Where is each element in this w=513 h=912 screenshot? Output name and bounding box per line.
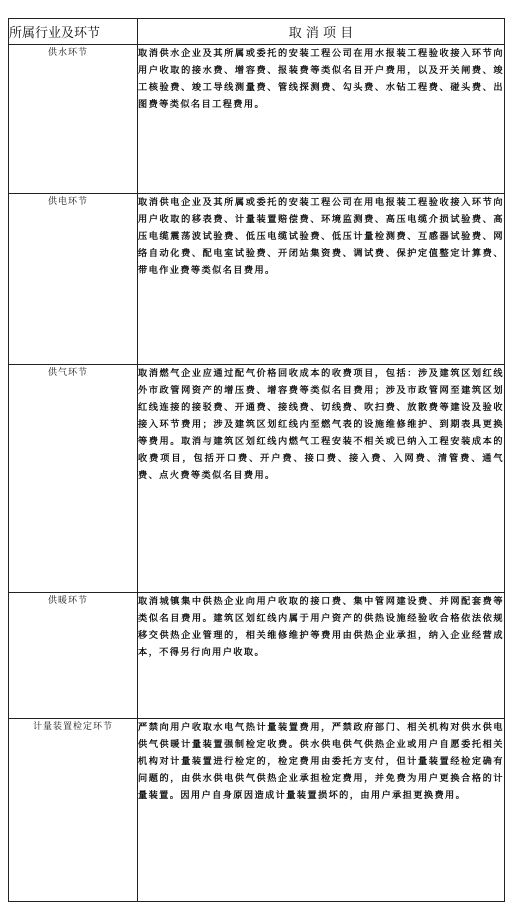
header-item: 取 消 项 目 bbox=[138, 19, 505, 45]
sector-cell bbox=[9, 194, 138, 365]
table-row bbox=[9, 194, 505, 365]
sector-label: 供暖环节 bbox=[47, 596, 88, 606]
sector-label: 供电环节 bbox=[47, 197, 88, 207]
table-row bbox=[9, 365, 505, 593]
sector-cell bbox=[9, 719, 138, 902]
table-row bbox=[9, 45, 505, 194]
sector-cell bbox=[9, 593, 138, 719]
description-cell: 取消燃气企业应通过配气价格回收成本的收费项目，包括：涉及建筑区划红线外市政管网资产的增压费、增容费等类似名目费用；涉及市政管网至建筑区划红线连接的接驳费、开通费、接线费、切线费、吹扫费、放散费等建设及验收接入环节费用；涉及建筑区划红线内至燃气表的设施维修维护、到期表具更换等费用。取消与建筑区划红线内燃气工程安装不相关或已纳入工程安装成本的收费项目，包括开口费、开户费、接口费、接入费、入网费、清管费、通气费、点火费等类似名目费用。 bbox=[138, 365, 505, 593]
description-cell: 严禁向用户收取水电气热计量装置费用，严禁政府部门、相关机构对供水供电供气供暖计量装置强制检定收费。供水供电供气供热企业或用户自愿委托相关机构对计量装置进行检定的，检定费用由委托方支付，但计量装置经检定确有问题的，由供水供电供气供热企业承担检定费用，并免费为用户更换合格的计量装置。因用户自身原因造成计量装置损坏的，由用户承担更换费用。 bbox=[138, 719, 505, 902]
header-sector: 所属行业及环节 bbox=[9, 19, 138, 45]
table-row bbox=[9, 719, 505, 902]
table-header-row bbox=[9, 19, 505, 45]
sector-label: 供气环节 bbox=[47, 368, 88, 378]
sector-label: 供水环节 bbox=[47, 48, 88, 58]
table-row bbox=[9, 593, 505, 719]
sector-label: 计量装置检定环节 bbox=[32, 722, 113, 732]
sector-cell bbox=[9, 45, 138, 194]
description-cell: 取消供电企业及其所属或委托的安装工程公司在用电报装工程验收接入环节向用户收取的移表费、计量装置赔偿费、环境监测费、高压电缆介损试验费、高压电缆震荡波试验费、低压电缆试验费、低压计量检测费、互感器试验费、网络自动化费、配电室试验费、开闭站集资费、调试费、保护定值整定计算费、带电作业费等类似名目费用。 bbox=[138, 194, 505, 365]
description-cell: 取消供水企业及其所属或委托的安装工程公司在用水报装工程验收接入环节向用户收取的接水费、增容费、报装费等类似名目开户费用，以及开关闸费、竣工核验费、竣工导线测量费、管线探测费、勾头费、水钻工程费、碰头费、出图费等类似名目工程费用。 bbox=[138, 45, 505, 194]
fee-cancellation-table bbox=[8, 18, 505, 902]
description-cell: 取消城镇集中供热企业向用户收取的接口费、集中管网建设费、并网配套费等类似名目费用。建筑区划红线内属于用户资产的供热设施经验收合格依法依规移交供热企业管理的，相关维修维护等费用由供热企业承担，纳入企业经营成本，不得另行向用户收取。 bbox=[138, 593, 505, 719]
sector-cell bbox=[9, 365, 138, 593]
